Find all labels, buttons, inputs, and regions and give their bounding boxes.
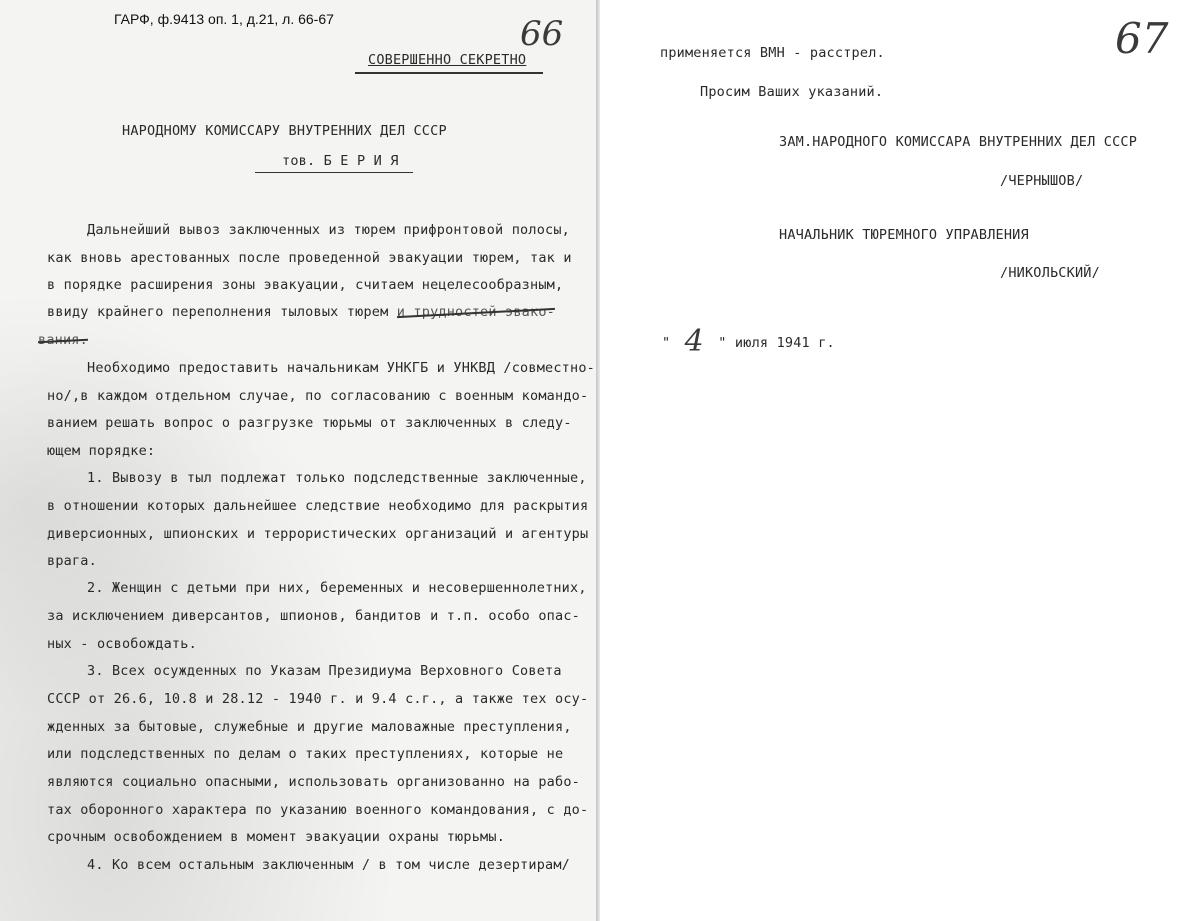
body-line-14: за исключением диверсантов, шпионов, бандитов и т.п. особо опас- — [47, 608, 580, 624]
body-line-15: ных - освобождать. — [47, 636, 197, 652]
struck-line-2: вания. — [38, 332, 88, 348]
classification-stamp: СОВЕРШЕННО СЕКРЕТНО — [368, 52, 527, 68]
right-document-page — [600, 0, 1181, 921]
date-day-handwritten: 4 — [684, 324, 704, 359]
body-line-11: диверсионных, шпионских и террористических организаций и агентуры — [47, 526, 589, 542]
addressee-underline — [255, 172, 413, 173]
body-line-21: тах оборонного характера по указанию военного командования, с до- — [47, 802, 589, 818]
date-open-quote: " — [662, 335, 671, 351]
signatory-2-title: НАЧАЛЬНИК ТЮРЕМНОГО УПРАВЛЕНИЯ — [779, 227, 1029, 243]
body-line-4-text: ввиду крайнего переполнения тыловых тюрем — [47, 304, 389, 320]
date-month-year: " июля 1941 г. — [718, 335, 835, 351]
body-line-8: ющем порядке: — [47, 443, 156, 459]
body-line-18: жденных за бытовые, служебные и другие маловажные преступления, — [47, 719, 572, 735]
body-line-5: Необходимо предоставить начальникам УНКГБ и УНКВД /совместно- — [87, 360, 595, 376]
signatory-1-name: /ЧЕРНЫШОВ/ — [1000, 173, 1084, 189]
archive-reference: ГАРФ, ф.9413 оп. 1, д.21, л. 66-67 — [114, 11, 334, 27]
signatory-1-title: ЗАМ.НАРОДНОГО КОМИССАРА ВНУТРЕННИХ ДЕЛ СССР — [779, 134, 1138, 150]
struck-out-text: и трудностей эвако- — [396, 304, 555, 320]
signatory-2-name: /НИКОЛЬСКИЙ/ — [1000, 265, 1100, 281]
body-line-19: или подследственных по делам о таких преступлениях, которые не — [47, 746, 564, 762]
body-line-22: срочным освобождением в момент эвакуации охраны тюрьмы. — [47, 829, 506, 845]
body-line-1: Дальнейший вывоз заключенных из тюрем прифронтовой полосы, — [87, 222, 571, 238]
addressee-title: НАРОДНОМУ КОМИССАРУ ВНУТРЕННИХ ДЕЛ СССР — [122, 123, 447, 139]
body-line-9: 1. Вывозу в тыл подлежат только подследственные заключенные, — [87, 470, 587, 486]
addressee-name: тов. Б Е Р И Я — [282, 153, 399, 169]
body-line-17: СССР от 26.6, 10.8 и 28.12 - 1940 г. и 9.4 с.г., а также тех осу- — [47, 691, 589, 707]
body-line-2: как вновь арестованных после проведенной эвакуации тюрем, так и — [47, 250, 572, 266]
body-line-3: в порядке расширения зоны эвакуации, считаем нецелесообразным, — [47, 277, 564, 293]
body-line-4 — [47, 304, 555, 320]
page-number-handwritten: 67 — [1115, 14, 1169, 63]
request-line: Просим Ваших указаний. — [700, 84, 884, 100]
body-line-6: но/,в каждом отдельном случае, по согласованию с военным командо- — [47, 388, 589, 404]
body-line-16: 3. Всех осужденных по Указам Президиума Верховного Совета — [87, 663, 562, 679]
page-number-handwritten: 66 — [520, 14, 564, 54]
body-line-12: врага. — [47, 553, 97, 569]
body-line-23: 4. Ко всем остальным заключенным / в том числе дезертирам/ — [87, 857, 571, 873]
document-date — [662, 320, 835, 359]
body-line-10: в отношении которых дальнейшее следствие необходимо для раскрытия — [47, 498, 589, 514]
body-line-continued: применяется ВМН - расстрел. — [660, 45, 885, 61]
body-line-13: 2. Женщин с детьми при них, беременных и несовершеннолетних, — [87, 580, 587, 596]
classification-underline — [355, 72, 543, 74]
body-line-20: являются социально опасными, использовать организованно на рабо- — [47, 774, 580, 790]
body-line-7: ванием решать вопрос о разгрузке тюрьмы от заключенных в следу- — [47, 415, 572, 431]
